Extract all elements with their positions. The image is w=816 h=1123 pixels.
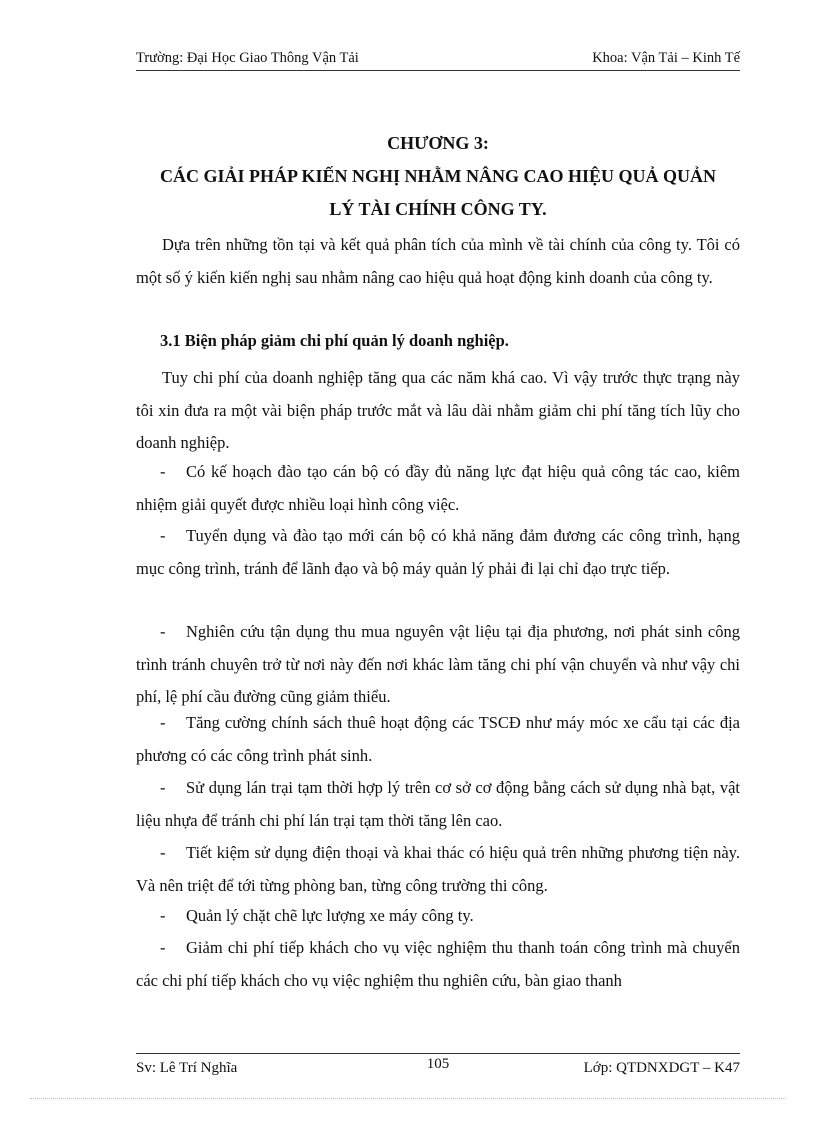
bullet-item [136,900,740,933]
bullet-dash: - [160,713,166,732]
bullet-item [136,772,740,837]
intro-paragraph: Dựa trên những tồn tại và kết quả phân tích của mình về tài chính của công ty. Tôi có một số ý kiến kiến nghị sau nhằm nâng cao hiệu quả hoạt động kinh doanh của công ty. [136,235,740,287]
bullet-item [136,616,740,714]
bullet-dash: - [160,938,166,957]
bullet-text: Tăng cường chính sách thuê hoạt động các TSCĐ như máy móc xe cẩu tại các địa phương có các công trình phát sinh. [136,713,740,765]
bullet-item [136,707,740,772]
bullet-text: Tiết kiệm sử dụng điện thoại và khai thác có hiệu quả trên những phương tiện này. Và nên triệt để tới từng phòng ban, từng công trường thi công. [136,843,740,895]
bullet-dash: - [160,778,166,797]
footer-student: Sv: Lê Trí Nghĩa [136,1060,238,1076]
chapter-number: CHƯƠNG 3: [387,133,489,153]
bullet-dash: - [160,622,166,641]
footer-class: Lớp: QTDNXDGT – K47 [583,1060,740,1076]
bullet-dash: - [160,526,166,545]
bullet-text: Nghiên cứu tận dụng thu mua nguyên vật liệu tại địa phương, nơi phát sinh công trình tránh chuyên trở từ nơi này đến nơi khác làm tăng chi phí vận chuyển và như vậy chi phí, lệ phí cầu đường cũng giảm thiểu. [136,622,740,706]
page-number: 105 [426,1056,450,1072]
bullet-dash: - [160,906,166,925]
section-heading: 3.1 Biện pháp giảm chi phí quản lý doanh nghiệp. [160,331,509,350]
section-lead-paragraph: Tuy chi phí của doanh nghiệp tăng qua các năm khá cao. Vì vậy trước thực trạng này tôi xin đưa ra một vài biện pháp trước mắt và lâu dài nhằm giảm chi phí tăng tích lũy cho doanh nghiệp. [136,368,740,452]
page-footer [136,1053,740,1080]
header-school: Trường: Đại Học Giao Thông Vận Tải [136,50,359,66]
bullet-text: Có kế hoạch đào tạo cán bộ có đầy đủ năng lực đạt hiệu quả công tác cao, kiêm nhiệm giải quyết được nhiều loại hình công việc. [136,462,740,514]
bullet-text: Sử dụng lán trại tạm thời hợp lý trên cơ sở cơ động bằng cách sử dụng nhà bạt, vật liệu nhựa để tránh chi phí lán trại tạm thời tăng lên cao. [136,778,740,830]
page-header [136,50,740,71]
chapter-title-line-1: CÁC GIẢI PHÁP KIẾN NGHỊ NHẰM NÂNG CAO HIỆU QUẢ QUẢN [159,166,716,186]
bullet-text: Giảm chi phí tiếp khách cho vụ việc nghiệm thu thanh toán công trình mà chuyển các chi phí tiếp khách cho vụ việc nghiệm thu nghiên cứu, bàn giao thanh [136,938,740,990]
bullet-text: Tuyển dụng và đào tạo mới cán bộ có khả năng đảm đương các công trình, hạng mục công trình, tránh để lãnh đạo và bộ máy quản lý phải đi lại chỉ đạo trực tiếp. [136,526,740,578]
chapter-title-line-2: LÝ TÀI CHÍNH CÔNG TY. [329,199,547,219]
bullet-text: Quản lý chặt chẽ lực lượng xe máy công ty. [186,906,474,925]
bullet-item [136,932,740,997]
bullet-item [136,520,740,585]
bullet-item [136,456,740,521]
bullet-dash: - [160,843,166,862]
page-bottom-dotted-divider [30,1098,786,1099]
bullet-item [136,837,740,902]
bullet-dash: - [160,462,166,481]
header-faculty: Khoa: Vận Tải – Kinh Tế [592,50,740,66]
